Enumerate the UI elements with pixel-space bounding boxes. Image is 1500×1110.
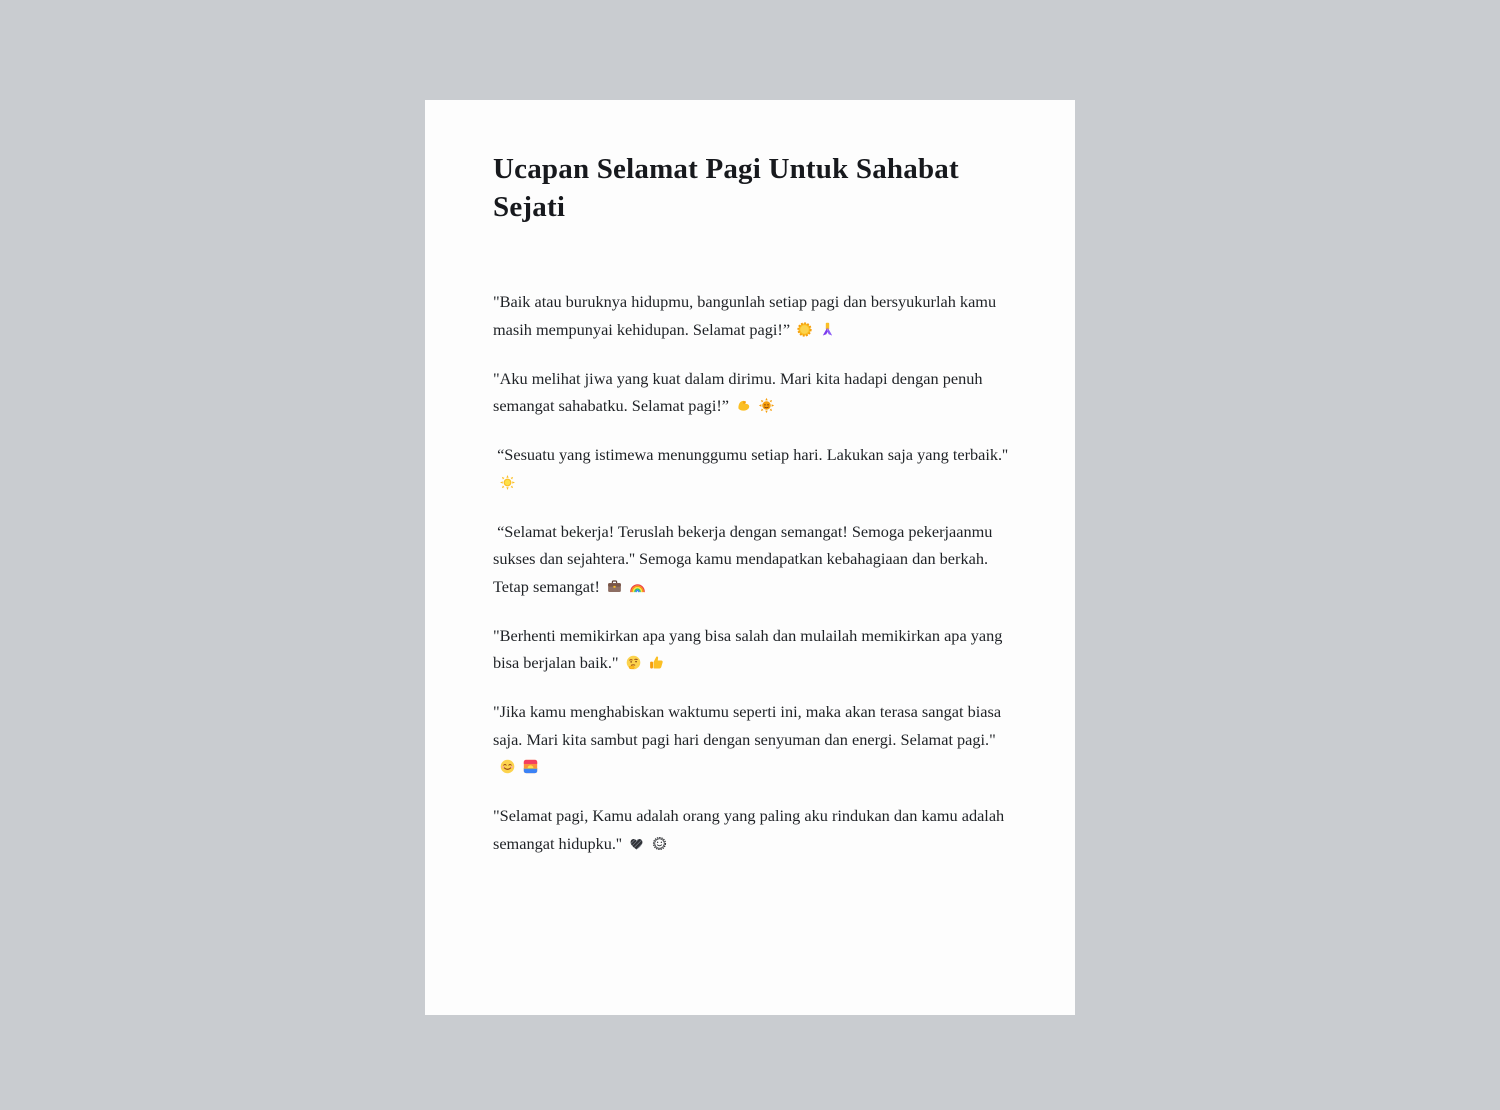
quote-emoji-row: [729, 396, 775, 415]
quote-paragraph-4: [493, 518, 1013, 601]
quote-text: “Selamat bekerja! Teruslah bekerja dengan semangat! Semoga pekerjaanmu sukses dan sejahtera.'' Semoga kamu mendapatkan kebahagiaan dan berkah. Tetap semangat!: [493, 521, 993, 596]
quote-paragraph-3: [493, 441, 1013, 496]
quote-text: "Aku melihat jiwa yang kuat dalam dirimu. Mari kita hadapi dengan penuh semangat sahabatku. Selamat pagi!”: [493, 368, 983, 415]
thinking-face-emoji: [625, 654, 642, 671]
quote-paragraph-5: [493, 622, 1013, 677]
sun-emoji: [499, 474, 516, 491]
quote-text: "Baik atau buruknya hidupmu, bangunlah setiap pagi dan bersyukurlah kamu masih mempunyai kehidupan. Selamat pagi!”: [493, 292, 997, 339]
sunrise-emoji: [522, 758, 539, 775]
thumbs-up-emoji: [648, 654, 665, 671]
quote-paragraph-1: [493, 288, 1013, 343]
smiley-outline-emoji: [651, 835, 668, 852]
quote-text: "Jika kamu menghabiskan waktumu seperti ini, maka akan terasa sangat biasa saja. Mari kita sambut pagi hari dengan senyuman dan energi. Selamat pagi.": [493, 702, 1002, 749]
quote-paragraph-2: [493, 365, 1013, 420]
page-title: Ucapan Selamat Pagi Untuk Sahabat Sejati: [493, 153, 959, 223]
quote-text: "Selamat pagi, Kamu adalah orang yang paling aku rindukan dan kamu adalah semangat hidupku.'': [493, 806, 1005, 853]
rainbow-emoji: [629, 578, 646, 595]
quotes-list: [493, 288, 1013, 857]
sun-with-face-emoji: [758, 397, 775, 414]
quote-emoji-row: [600, 577, 646, 596]
quote-emoji-row: [619, 653, 665, 672]
rosette-medallion-emoji: [796, 321, 813, 338]
quote-paragraph-7: [493, 802, 1013, 857]
quote-emoji-row: [790, 320, 836, 339]
briefcase-emoji: [606, 578, 623, 595]
quote-paragraph-6: [493, 698, 1013, 781]
smiling-face-emoji: [499, 758, 516, 775]
reminder-ribbon-emoji: [819, 321, 836, 338]
quote-emoji-row: [493, 757, 539, 776]
black-heart-emoji: [628, 835, 645, 852]
flexed-biceps-emoji: [735, 397, 752, 414]
quote-emoji-row: [493, 473, 516, 492]
quote-emoji-row: [622, 834, 668, 853]
quote-text: "Berhenti memikirkan apa yang bisa salah dan mulailah memikirkan apa yang bisa berjalan baik.": [493, 625, 1003, 672]
document-page: [425, 100, 1075, 1015]
quote-text: “Sesuatu yang istimewa menunggumu setiap hari. Lakukan saja yang terbaik.'': [493, 445, 1008, 464]
